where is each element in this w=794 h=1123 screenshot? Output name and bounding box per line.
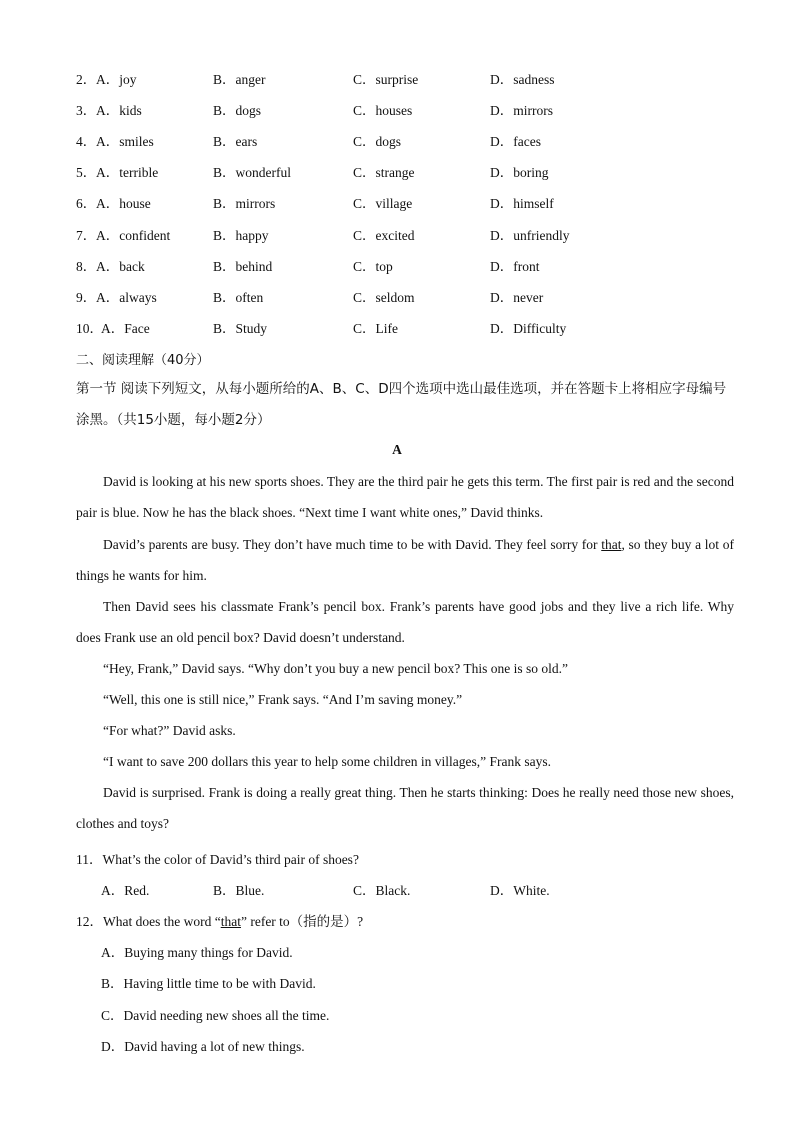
option-b: B．ears bbox=[213, 134, 258, 149]
question-number: 8． bbox=[76, 259, 97, 274]
option-c: C．Life bbox=[353, 321, 398, 336]
passage-paragraph-5 bbox=[76, 684, 734, 715]
question-number: 4． bbox=[76, 134, 97, 149]
option-b: B．dogs bbox=[213, 103, 262, 118]
question-12-option-c: C．David needing new shoes all the time. bbox=[101, 1008, 330, 1023]
option-d: D．mirrors bbox=[490, 103, 553, 118]
underlined-word: that bbox=[601, 537, 622, 552]
option-b: B．behind bbox=[213, 259, 273, 274]
paragraph-text: “I want to save 200 dollars this year to help some children in villages,” Frank says. bbox=[103, 754, 552, 769]
option-d: D．faces bbox=[490, 134, 541, 149]
option-a: A．house bbox=[96, 196, 151, 211]
option-b: B．anger bbox=[213, 72, 266, 87]
option-a: A．confident bbox=[96, 228, 171, 243]
option-b: B．mirrors bbox=[213, 196, 276, 211]
option-d: D．sadness bbox=[490, 72, 555, 87]
question-text: ” refer to（指的是）? bbox=[240, 914, 364, 929]
question-number: 6． bbox=[76, 196, 97, 211]
option-a: A．Red. bbox=[101, 883, 150, 898]
question-12-option-d: D．David having a lot of new things. bbox=[101, 1039, 305, 1054]
paragraph-text: “For what?” David asks. bbox=[103, 723, 236, 738]
option-a: A．joy bbox=[96, 72, 137, 87]
question-number: 9． bbox=[76, 290, 97, 305]
option-c: C．houses bbox=[353, 103, 413, 118]
paragraph-text: “Well, this one is still nice,” Frank says. “And I’m saving money.” bbox=[103, 692, 463, 707]
paragraph-text: “Hey, Frank,” David says. “Why don’t you buy a new pencil box? This one is so old.” bbox=[103, 661, 569, 676]
option-a: A．smiles bbox=[96, 134, 154, 149]
paragraph-text: David’s parents are busy. They don’t have much time to be with David. They feel sorry for bbox=[103, 537, 602, 552]
option-d: D．front bbox=[490, 259, 540, 274]
question-number: 7． bbox=[76, 228, 97, 243]
option-b: B．Study bbox=[213, 321, 268, 336]
option-c: C．dogs bbox=[353, 134, 402, 149]
option-d: D．boring bbox=[490, 165, 549, 180]
option-d: D．himself bbox=[490, 196, 554, 211]
option-a: A．Face bbox=[101, 321, 150, 336]
passage-paragraph-7 bbox=[76, 746, 734, 777]
option-c: C．strange bbox=[353, 165, 415, 180]
option-c: C．surprise bbox=[353, 72, 419, 87]
passage-paragraph-3 bbox=[76, 591, 734, 653]
option-a: A．back bbox=[96, 259, 145, 274]
option-a: A．always bbox=[96, 290, 157, 305]
option-a: A．terrible bbox=[96, 165, 159, 180]
section-instruction: 第一节 阅读下列短文，从每小题所给的A、B、C、D四个选项中选山最佳选项，并在答题卡上将相应字母编号涂黑。（共15小题，每小题2分） bbox=[76, 381, 727, 428]
passage-paragraph-8 bbox=[76, 777, 734, 839]
option-c: C．top bbox=[353, 259, 393, 274]
option-d: D．never bbox=[490, 290, 544, 305]
paragraph-text: David is looking at his new sports shoes. They are the third pair he gets this term. The first pair is red and the second pair is blue. Now he has the black shoes. “Next time I want white ones,” David thinks. bbox=[76, 474, 734, 520]
question-number: 10． bbox=[76, 321, 103, 336]
question-number: 5． bbox=[76, 165, 97, 180]
question-number: 2． bbox=[76, 72, 97, 87]
passage-paragraph-4 bbox=[76, 653, 734, 684]
option-c: C．seldom bbox=[353, 290, 415, 305]
paragraph-text: Then David sees his classmate Frank’s pencil box. Frank’s parents have good jobs and they live a rich life. Why does Frank use an old pencil box? David doesn’t understand. bbox=[76, 599, 734, 645]
question-12-option-a: A．Buying many things for David. bbox=[101, 945, 293, 960]
option-a: A．kids bbox=[96, 103, 142, 118]
option-c: C．excited bbox=[353, 228, 415, 243]
passage-paragraph-6 bbox=[76, 715, 734, 746]
option-d: D．Difficulty bbox=[490, 321, 567, 336]
option-c: C．Black. bbox=[353, 883, 411, 898]
question-11-stem: 11．What’s the color of David’s third pair of shoes? bbox=[76, 852, 359, 867]
paragraph-text: , so they buy a lot of things he wants for him. bbox=[76, 537, 734, 583]
option-d: D．White. bbox=[490, 883, 550, 898]
passage-paragraph-1 bbox=[76, 466, 734, 528]
section-title: 二、阅读理解（40分） bbox=[76, 353, 210, 368]
question-text: 12．What does the word “ bbox=[76, 914, 221, 929]
passage-paragraph-2 bbox=[76, 529, 734, 591]
option-c: C．village bbox=[353, 196, 413, 211]
question-12-option-b: B．Having little time to be with David. bbox=[101, 976, 316, 991]
question-12-stem bbox=[76, 910, 734, 930]
passage-label: A bbox=[392, 442, 402, 457]
question-number: 3． bbox=[76, 103, 97, 118]
option-b: B．wonderful bbox=[213, 165, 291, 180]
option-b: B．happy bbox=[213, 228, 269, 243]
option-d: D．unfriendly bbox=[490, 228, 570, 243]
underlined-word: that bbox=[220, 914, 241, 929]
option-b: B．Blue. bbox=[213, 883, 265, 898]
option-b: B．often bbox=[213, 290, 264, 305]
paragraph-text: David is surprised. Frank is doing a really great thing. Then he starts thinking: Does he really need those new shoes, clothes and toys? bbox=[76, 785, 734, 831]
